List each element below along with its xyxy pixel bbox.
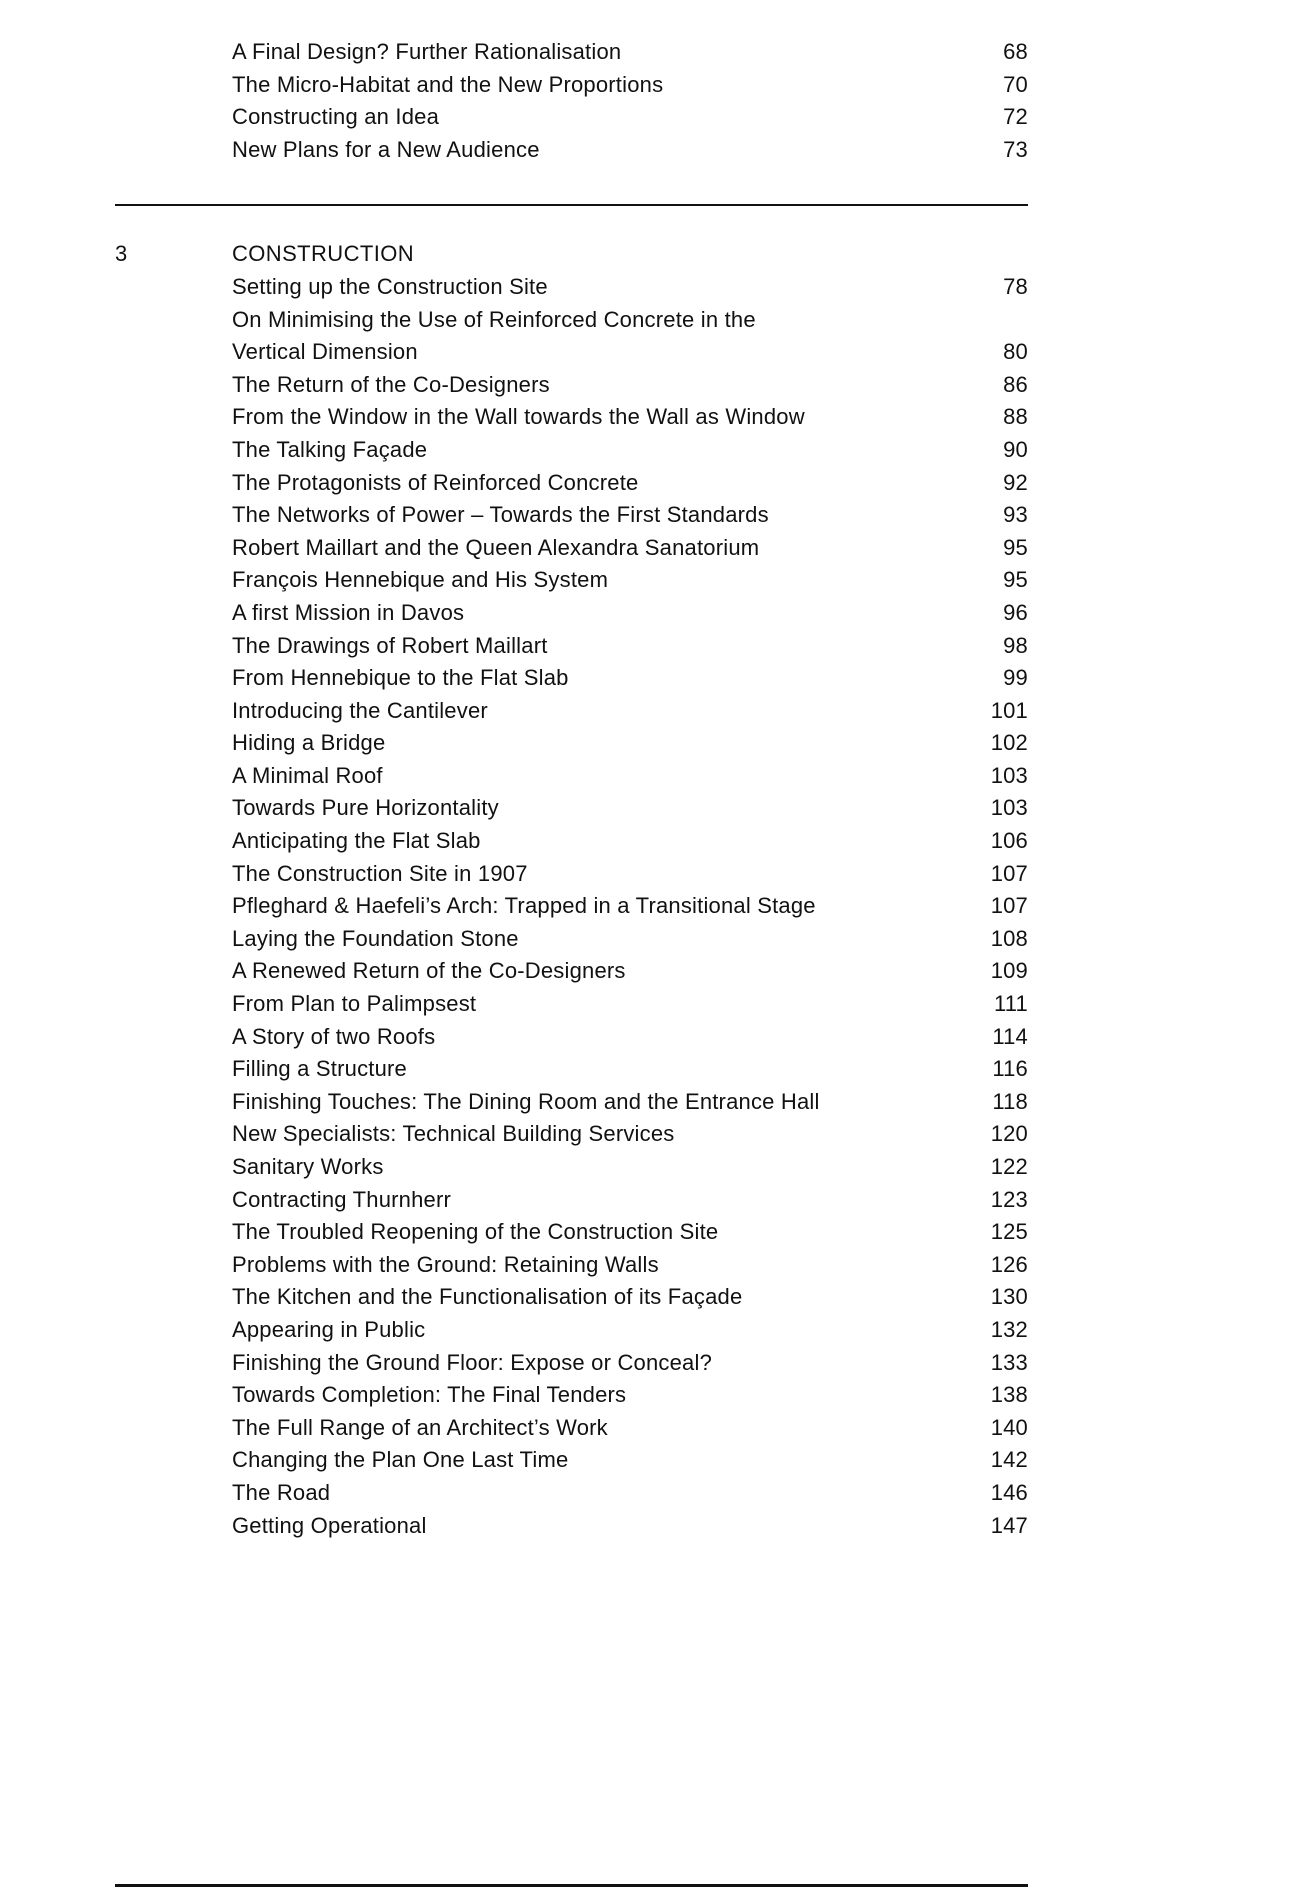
toc-entry-page-number: 138 — [990, 1382, 1028, 1408]
toc-entry-page-number: 88 — [1003, 404, 1028, 430]
toc-entry-page-number: 140 — [990, 1414, 1028, 1440]
toc-entry-page-number: 95 — [1003, 534, 1028, 560]
toc-entry — [115, 1477, 1028, 1510]
toc-entry-title: Anticipating the Flat Slab — [232, 828, 481, 854]
toc-entry-page-number: 114 — [992, 1023, 1028, 1049]
toc-entry-page-number: 103 — [990, 795, 1028, 821]
toc-entry — [115, 727, 1028, 760]
toc-entry — [115, 1216, 1028, 1249]
section-entries — [115, 271, 1028, 1542]
toc-entry — [115, 792, 1028, 825]
toc-entry — [115, 1151, 1028, 1184]
toc-entry — [115, 467, 1028, 500]
toc-entry — [115, 401, 1028, 434]
toc-entry-title: Hiding a Bridge — [232, 730, 386, 756]
toc-entry-page-number: 80 — [1003, 339, 1028, 365]
toc-entry — [115, 890, 1028, 923]
toc-entry-page-number: 70 — [1003, 71, 1028, 97]
toc-entry-page-number: 120 — [990, 1121, 1028, 1147]
toc-entry-page-number: 68 — [1003, 39, 1028, 64]
section-heading — [115, 238, 1028, 271]
toc-entry-page-number: 123 — [990, 1186, 1028, 1212]
toc-entry-title: The Networks of Power – Towards the First Standards — [232, 502, 769, 528]
toc-entry-page-number: 111 — [993, 991, 1028, 1017]
toc-entry-title: Getting Operational — [232, 1512, 427, 1538]
toc-entry — [115, 760, 1028, 793]
toc-entry-page-number: 146 — [990, 1479, 1028, 1505]
toc-entry-title: Towards Pure Horizontality — [232, 795, 499, 821]
toc-entry-title: Changing the Plan One Last Time — [232, 1447, 569, 1473]
section-number: 3 — [115, 241, 128, 267]
toc-entry-title: A Renewed Return of the Co-Designers — [232, 958, 626, 984]
section-divider-rule — [115, 204, 1028, 206]
toc-entry-title: From the Window in the Wall towards the Wall as Window — [232, 404, 805, 430]
toc-entry — [115, 369, 1028, 402]
toc-entry-title: Laying the Foundation Stone — [232, 925, 519, 951]
toc-entry-title: The Construction Site in 1907 — [232, 860, 528, 886]
toc-entry-page-number: 106 — [990, 828, 1028, 854]
toc-entry-page-number: 142 — [990, 1447, 1028, 1473]
toc-entry — [115, 499, 1028, 532]
toc-entry-title: Appearing in Public — [232, 1316, 426, 1342]
toc-entry-page-number: 99 — [1003, 665, 1028, 691]
toc-entry-title: Sanitary Works — [232, 1154, 384, 1179]
toc-entry — [115, 923, 1028, 956]
toc-entry-title: Finishing the Ground Floor: Expose or Conceal? — [232, 1349, 713, 1375]
toc-entry-page-number: 122 — [990, 1154, 1028, 1179]
toc-entry-title: Problems with the Ground: Retaining Walls — [232, 1251, 659, 1277]
toc-entry-title: Constructing an Idea — [232, 104, 440, 130]
toc-entry-title: Filling a Structure — [232, 1056, 407, 1082]
toc-entry-page-number: 73 — [1003, 136, 1028, 162]
toc-entry-page-number: 133 — [990, 1349, 1028, 1375]
toc-entry — [115, 69, 1028, 102]
toc-entry — [115, 101, 1028, 134]
toc-entry-title: The Road — [232, 1479, 331, 1505]
toc-entry — [115, 434, 1028, 467]
toc-entry-page-number: 126 — [990, 1251, 1028, 1277]
toc-entry-page-number: 118 — [992, 1088, 1028, 1114]
toc-entry-title: A first Mission in Davos — [232, 599, 465, 625]
toc-entry-page-number: 102 — [990, 730, 1028, 756]
toc-entry-title: Setting up the Construction Site — [232, 273, 548, 299]
toc-entry — [115, 134, 1028, 167]
toc-entry — [115, 1249, 1028, 1282]
toc-entry-title: The Troubled Reopening of the Construction Site — [232, 1219, 719, 1245]
toc-entry — [115, 597, 1028, 630]
toc-entry-page-number: 108 — [990, 925, 1028, 951]
toc-entry — [115, 1053, 1028, 1086]
toc-entry — [115, 271, 1028, 304]
toc-entry — [115, 955, 1028, 988]
toc-entry-page-number: 107 — [990, 893, 1028, 919]
toc-entry-page-number: 132 — [990, 1316, 1028, 1342]
toc-entry-title: Introducing the Cantilever — [232, 697, 488, 723]
toc-entry — [115, 564, 1028, 597]
toc-entry-title: The Micro-Habitat and the New Proportions — [232, 71, 664, 97]
toc-entry-page-number: 78 — [1003, 273, 1028, 299]
toc-entry-title: Pfleghard & Haefeli’s Arch: Trapped in a Transitional Stage — [232, 893, 816, 919]
toc-entry-title: The Kitchen and the Functionalisation of its Façade — [232, 1284, 743, 1310]
toc-entry-title: François Hennebique and His System — [232, 567, 609, 593]
toc-entry-page-number: 98 — [1003, 632, 1028, 658]
toc-entry-page-number: 107 — [990, 860, 1028, 886]
toc-entry-title: The Full Range of an Architect’s Work — [232, 1414, 608, 1440]
toc-entry-page-number: 90 — [1003, 436, 1028, 462]
toc-entry — [115, 1379, 1028, 1412]
toc-entry — [115, 532, 1028, 565]
toc-entry-title: From Hennebique to the Flat Slab — [232, 665, 569, 691]
toc-entry — [115, 36, 1028, 69]
toc-entry — [115, 304, 1028, 369]
toc-entry-page-number: 95 — [1003, 567, 1028, 593]
toc-entry-title: On Minimising the Use of Reinforced Concrete in the Vertical Dimension — [232, 306, 756, 365]
toc-entry — [115, 695, 1028, 728]
toc-entry-title: A Minimal Roof — [232, 762, 383, 788]
toc-entry — [115, 1086, 1028, 1119]
toc-entry-page-number: 96 — [1003, 599, 1028, 625]
toc-entry — [115, 1412, 1028, 1445]
toc-entry — [115, 825, 1028, 858]
toc-entry-page-number: 86 — [1003, 371, 1028, 397]
toc-entry-page-number: 92 — [1003, 469, 1028, 495]
toc-entry — [115, 1021, 1028, 1054]
toc-entry-title: From Plan to Palimpsest — [232, 991, 477, 1017]
toc-entry-page-number: 109 — [990, 958, 1028, 984]
toc-entry-title: Robert Maillart and the Queen Alexandra Sanatorium — [232, 534, 760, 560]
toc-entry — [115, 1184, 1028, 1217]
toc-entry — [115, 988, 1028, 1021]
toc-entry — [115, 630, 1028, 663]
toc-entry-page-number: 101 — [990, 697, 1028, 723]
toc-entry — [115, 662, 1028, 695]
toc-entry — [115, 1510, 1028, 1543]
toc-entry — [115, 1347, 1028, 1380]
toc-entry-title: New Plans for a New Audience — [232, 136, 540, 162]
toc-entry — [115, 1281, 1028, 1314]
toc-entry-page-number: 147 — [990, 1512, 1028, 1538]
toc-entry-page-number: 130 — [990, 1284, 1028, 1310]
toc-entry-title: New Specialists: Technical Building Services — [232, 1121, 675, 1147]
toc-entry — [115, 1444, 1028, 1477]
toc-entry-title: The Protagonists of Reinforced Concrete — [232, 469, 639, 495]
toc-entry-title: Finishing Touches: The Dining Room and the Entrance Hall — [232, 1088, 820, 1114]
previous-section-entries — [115, 36, 1028, 166]
toc-entry-page-number: 93 — [1003, 502, 1028, 528]
toc-entry — [115, 1118, 1028, 1151]
toc-entry-title: A Final Design? Further Rationalisation — [232, 39, 622, 64]
toc-entry-page-number: 72 — [1003, 104, 1028, 130]
section-title: CONSTRUCTION — [232, 241, 415, 267]
toc-entry — [115, 858, 1028, 891]
toc-entry-title: The Drawings of Robert Maillart — [232, 632, 548, 658]
toc-entry-title: The Talking Façade — [232, 436, 428, 462]
toc-entry-page-number: 125 — [990, 1219, 1028, 1245]
toc-entry-title: Contracting Thurnherr — [232, 1186, 452, 1212]
bottom-page-rule — [115, 1884, 1028, 1887]
toc-entry-page-number: 116 — [992, 1056, 1028, 1082]
toc-entry-title: A Story of two Roofs — [232, 1023, 436, 1049]
toc-entry-title: Towards Completion: The Final Tenders — [232, 1382, 627, 1408]
toc-entry-title: The Return of the Co-Designers — [232, 371, 550, 397]
toc-entry — [115, 1314, 1028, 1347]
toc-entry-page-number: 103 — [990, 762, 1028, 788]
